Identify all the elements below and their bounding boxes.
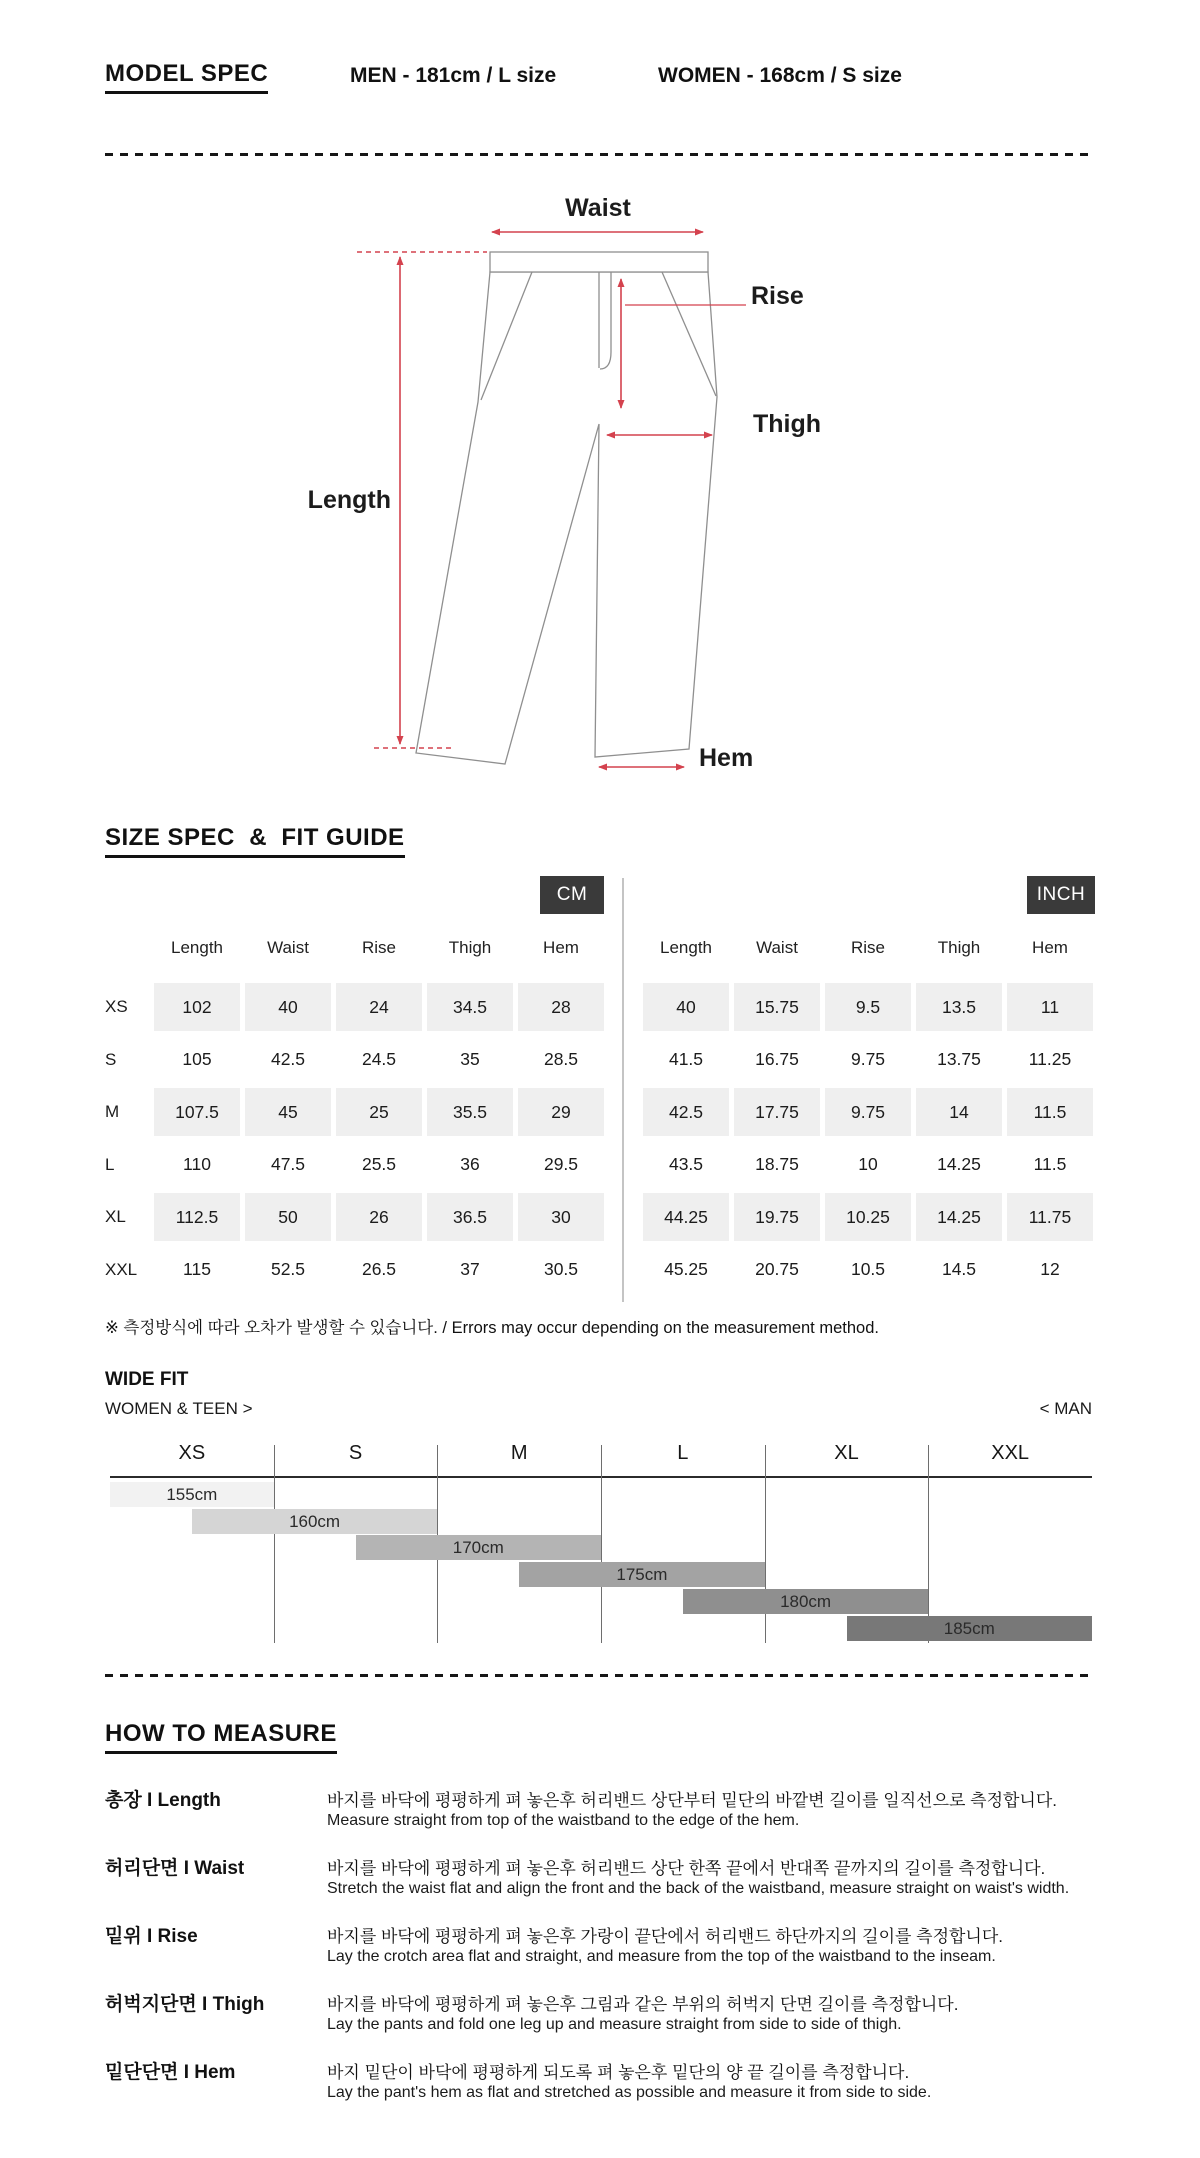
column-header: Hem <box>1032 938 1068 957</box>
fit-range-bar: 180cm <box>683 1589 929 1614</box>
fit-range-bar: 155cm <box>110 1482 274 1507</box>
hem-label: Hem <box>699 744 754 772</box>
measure-row <box>105 1921 1095 1981</box>
pants-waistband <box>490 252 708 272</box>
size-value-cm: 35.5 <box>427 1088 513 1136</box>
column-divider-line <box>928 1445 929 1643</box>
column-header: Length <box>171 938 223 957</box>
size-value-cm: 25 <box>336 1088 422 1136</box>
size-value-cm: 102 <box>154 983 240 1031</box>
rise-label: Rise <box>751 282 804 310</box>
size-value-cm: 29 <box>518 1088 604 1136</box>
inch-table-header <box>643 938 1093 958</box>
size-value-inch: 20.75 <box>755 1259 799 1279</box>
size-value-cm: 45 <box>245 1088 331 1136</box>
size-value-cm: 115 <box>183 1259 211 1279</box>
column-header: Hem <box>543 938 579 957</box>
size-spec-title: SIZE SPEC & FIT GUIDE <box>105 824 405 858</box>
measure-desc-ko: 바지를 바닥에 평평하게 펴 놓은후 허리밴드 상단 한쪽 끝에서 반대쪽 끝까지의 길이를 측정합니다. <box>327 1859 1046 1878</box>
size-value-cm: 110 <box>183 1154 211 1174</box>
fit-range-bar: 175cm <box>519 1562 765 1587</box>
size-value-inch: 41.5 <box>668 1049 704 1069</box>
measure-desc-ko: 바지 밑단이 바닥에 평평하게 되도록 펴 놓은후 밑단의 양 끝 길이를 측정합니다. <box>327 2063 910 2082</box>
measure-desc-en: Lay the crotch area flat and straight, and measure from the top of the waistband to the inseam. <box>327 1948 996 1965</box>
size-value-cm: 50 <box>245 1193 331 1241</box>
size-value-cm: 52.5 <box>270 1259 306 1279</box>
length-label: Length <box>307 486 391 514</box>
measure-rows <box>105 1785 1095 2145</box>
size-value-cm: 24.5 <box>361 1049 397 1069</box>
size-value-inch: 9.75 <box>825 1088 911 1136</box>
fit-column-header: XS <box>178 1442 206 1464</box>
fit-right-label: < MAN <box>1039 1399 1092 1418</box>
size-value-cm: 28.5 <box>543 1049 579 1069</box>
size-value-cm: 30 <box>518 1193 604 1241</box>
column-header: Waist <box>756 938 798 957</box>
size-value-inch: 10 <box>858 1154 878 1174</box>
column-header: Rise <box>850 938 885 957</box>
fit-column-header: XL <box>834 1442 859 1464</box>
size-value-cm: 25.5 <box>361 1154 397 1174</box>
size-value-cm: 26.5 <box>361 1259 397 1279</box>
how-to-measure-title: HOW TO MEASURE <box>105 1720 337 1754</box>
size-label: L <box>105 1154 115 1174</box>
size-value-inch: 12 <box>1040 1259 1060 1279</box>
model-spec-men: MEN - 181cm / L size <box>350 64 557 87</box>
fit-column-header: S <box>348 1442 363 1464</box>
measure-row <box>105 1785 1095 1845</box>
size-value-inch: 13.75 <box>937 1049 981 1069</box>
cm-table-header <box>154 938 604 958</box>
dashed-divider-top <box>105 153 1093 156</box>
column-header: Length <box>660 938 712 957</box>
measure-label: 밑단단면 I Hem <box>105 2062 236 2083</box>
fit-column-header: XXL <box>991 1442 1030 1464</box>
measure-row <box>105 1853 1095 1913</box>
size-label: S <box>105 1049 117 1069</box>
size-value-inch: 10.25 <box>825 1193 911 1241</box>
size-value-cm: 42.5 <box>270 1049 306 1069</box>
inch-table-body <box>643 983 1093 1294</box>
size-value-inch: 17.75 <box>734 1088 820 1136</box>
measure-desc-en: Lay the pants and fold one leg up and measure straight from side to side of thigh. <box>327 2016 902 2033</box>
size-value-inch: 42.5 <box>643 1088 729 1136</box>
size-value-cm: 29.5 <box>543 1154 579 1174</box>
pants-outline <box>416 252 717 764</box>
size-value-cm: 105 <box>182 1049 212 1069</box>
column-header: Thigh <box>448 938 492 957</box>
measure-row <box>105 1989 1095 2049</box>
model-spec-women: WOMEN - 168cm / S size <box>658 64 902 87</box>
measure-label: 총장 I Length <box>105 1790 221 1811</box>
size-value-cm: 36 <box>460 1154 480 1174</box>
measure-desc-en: Stretch the waist flat and align the front and the back of the waistband, measure straight on waist's width. <box>327 1880 1070 1897</box>
column-header: Thigh <box>937 938 981 957</box>
size-value-inch: 11.5 <box>1033 1154 1067 1174</box>
measure-desc-ko: 바지를 바닥에 평평하게 펴 놓은후 그림과 같은 부위의 허벅지 단면 길이를 측정합니다. <box>327 1995 959 2014</box>
size-value-inch: 18.75 <box>755 1154 799 1174</box>
size-value-inch: 11.75 <box>1007 1193 1093 1241</box>
size-value-cm: 35 <box>460 1049 480 1069</box>
size-value-cm: 112.5 <box>154 1193 240 1241</box>
size-label: XXL <box>105 1259 138 1279</box>
cm-table-body <box>105 983 604 1294</box>
size-value-inch: 19.75 <box>734 1193 820 1241</box>
column-divider-line <box>274 1445 275 1643</box>
size-value-inch: 44.25 <box>643 1193 729 1241</box>
fit-left-label: WOMEN & TEEN > <box>105 1399 253 1418</box>
waist-label: Waist <box>565 194 631 222</box>
size-value-inch: 11 <box>1007 983 1093 1031</box>
size-value-inch: 16.75 <box>755 1049 799 1069</box>
size-value-inch: 14 <box>916 1088 1002 1136</box>
size-label: XS <box>105 997 128 1016</box>
size-value-cm: 24 <box>336 983 422 1031</box>
size-value-inch: 40 <box>643 983 729 1031</box>
fit-range-bar: 160cm <box>192 1509 438 1534</box>
size-value-inch: 11.25 <box>1028 1049 1072 1069</box>
measure-label: 허벅지단면 I Thigh <box>105 1994 265 2015</box>
size-value-cm: 40 <box>245 983 331 1031</box>
measurement-note: ※ 측정방식에 따라 오차가 발생할 수 있습니다. / Errors may occur depending on the measurement method. <box>105 1319 879 1337</box>
column-header: Waist <box>267 938 309 957</box>
fit-range-bar: 185cm <box>847 1616 1093 1641</box>
size-value-cm: 34.5 <box>427 983 513 1031</box>
cm-unit-badge: CM <box>540 876 604 914</box>
thigh-label: Thigh <box>753 410 822 438</box>
measure-label: 밑위 I Rise <box>105 1926 198 1947</box>
model-spec-title: MODEL SPEC <box>105 60 268 94</box>
size-value-cm: 36.5 <box>427 1193 513 1241</box>
size-value-cm: 47.5 <box>270 1154 306 1174</box>
measure-row <box>105 2057 1095 2117</box>
table-divider <box>622 878 624 1302</box>
size-value-inch: 11.5 <box>1007 1088 1093 1136</box>
size-value-inch: 10.5 <box>850 1259 886 1279</box>
size-value-inch: 45.25 <box>664 1259 708 1279</box>
size-value-cm: 30.5 <box>543 1259 579 1279</box>
size-value-inch: 9.75 <box>850 1049 886 1069</box>
size-value-inch: 9.5 <box>825 983 911 1031</box>
size-value-inch: 15.75 <box>734 983 820 1031</box>
measure-desc-ko: 바지를 바닥에 평평하게 펴 놓은후 허리밴드 상단부터 밑단의 바깥변 길이를 일직선으로 측정합니다. <box>327 1791 1057 1810</box>
dashed-divider-bottom <box>105 1674 1093 1677</box>
fit-guide-chart <box>110 1442 1092 1647</box>
column-header: Rise <box>361 938 396 957</box>
column-divider-line <box>601 1445 602 1643</box>
measure-label: 허리단면 I Waist <box>105 1858 245 1879</box>
measure-desc-en: Measure straight from top of the waistband to the edge of the hem. <box>327 1812 800 1829</box>
size-value-inch: 14.25 <box>916 1193 1002 1241</box>
measure-desc-en: Lay the pant's hem as flat and stretched as possible and measure it from side to side. <box>327 2084 932 2101</box>
measure-desc-ko: 바지를 바닥에 평평하게 펴 놓은후 가랑이 끝단에서 허리밴드 하단까지의 길이를 측정합니다. <box>327 1927 1003 1946</box>
fit-column-header: M <box>510 1442 528 1464</box>
size-value-inch: 14.5 <box>941 1259 977 1279</box>
size-value-cm: 37 <box>460 1259 480 1279</box>
inch-unit-badge: INCH <box>1027 876 1095 914</box>
fit-column-header: L <box>677 1442 689 1464</box>
size-value-cm: 107.5 <box>154 1088 240 1136</box>
fit-range-bar: 170cm <box>356 1535 602 1560</box>
size-value-cm: 26 <box>336 1193 422 1241</box>
size-label: XL <box>105 1207 126 1226</box>
size-value-inch: 43.5 <box>668 1154 704 1174</box>
size-label: M <box>105 1102 120 1121</box>
size-value-cm: 28 <box>518 983 604 1031</box>
wide-fit-title: WIDE FIT <box>105 1369 189 1390</box>
size-value-inch: 13.5 <box>916 983 1002 1031</box>
size-value-inch: 14.25 <box>937 1154 981 1174</box>
